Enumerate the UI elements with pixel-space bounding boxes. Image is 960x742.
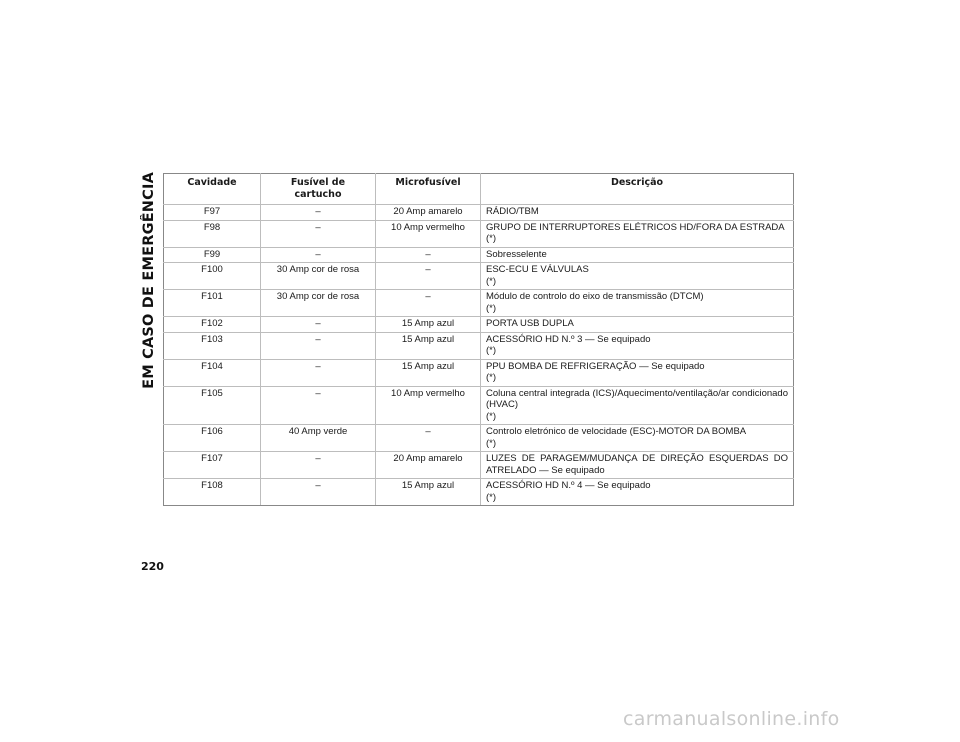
micro-fuse-cell: 20 Amp amarelo: [376, 205, 481, 221]
table-row: [164, 386, 794, 425]
description-text: ESC-ECU E VÁLVULAS: [486, 264, 589, 275]
cartridge-fuse-cell: –: [261, 359, 376, 386]
description-text: RÁDIO/TBM: [486, 206, 539, 217]
description-text: ACESSÓRIO HD N.º 3 — Se equipado: [486, 333, 651, 345]
description-cell: [481, 263, 794, 290]
description-cell: [481, 332, 794, 359]
fuse-table: [163, 173, 794, 506]
table-header-row: [164, 174, 794, 205]
table-row: [164, 205, 794, 221]
table-row: [164, 220, 794, 247]
cavity-cell: F102: [164, 317, 261, 333]
description-cell: [481, 479, 794, 506]
cartridge-fuse-cell: –: [261, 452, 376, 479]
table-row: [164, 247, 794, 263]
description-text: Sobresselente: [486, 248, 547, 260]
cavity-cell: F98: [164, 220, 261, 247]
cavity-cell: F105: [164, 386, 261, 425]
table-row: [164, 317, 794, 333]
table-row: [164, 263, 794, 290]
header-description: Descrição: [481, 174, 794, 205]
cartridge-fuse-cell: –: [261, 317, 376, 333]
description-note: (*): [486, 410, 497, 422]
micro-fuse-cell: –: [376, 263, 481, 290]
page-number: 220: [141, 560, 164, 573]
cartridge-fuse-cell: –: [261, 479, 376, 506]
micro-fuse-cell: 10 Amp vermelho: [376, 220, 481, 247]
description-cell: [481, 317, 794, 333]
micro-fuse-cell: –: [376, 290, 481, 317]
table-row: [164, 479, 794, 506]
description-cell: [481, 220, 794, 247]
cavity-cell: F100: [164, 263, 261, 290]
table-row: [164, 332, 794, 359]
description-cell: [481, 205, 794, 221]
description-text: ACESSÓRIO HD N.º 4 — Se equipado: [486, 480, 651, 491]
section-title-text: EM CASO DE EMERGÊNCIA: [141, 172, 157, 389]
description-text: LUZES DE PARAGEM/MUDANÇA DE DIREÇÃO ESQUERDAS DO ATRELADO — Se equipado: [486, 453, 788, 476]
table-row: [164, 425, 794, 452]
cartridge-fuse-cell: –: [261, 220, 376, 247]
table-body: [164, 205, 794, 506]
cartridge-fuse-cell: –: [261, 332, 376, 359]
micro-fuse-cell: 15 Amp azul: [376, 317, 481, 333]
header-cartridge-fuse: Fusível de cartucho: [261, 174, 376, 205]
section-title: [139, 172, 159, 389]
description-cell: [481, 425, 794, 452]
cartridge-fuse-cell: –: [261, 386, 376, 425]
description-note: (*): [486, 372, 497, 383]
table-row: [164, 359, 794, 386]
cavity-cell: F108: [164, 479, 261, 506]
description-cell: [481, 452, 794, 479]
description-note: (*): [486, 491, 497, 503]
description-note: (*): [486, 233, 497, 244]
micro-fuse-cell: –: [376, 425, 481, 452]
description-text: PORTA USB DUPLA: [486, 318, 574, 329]
cavity-cell: F106: [164, 425, 261, 452]
cavity-cell: F104: [164, 359, 261, 386]
description-cell: [481, 290, 794, 317]
micro-fuse-cell: 15 Amp azul: [376, 359, 481, 386]
description-cell: [481, 247, 794, 263]
description-text: Módulo de controlo do eixo de transmissão (DTCM): [486, 291, 704, 302]
description-note: (*): [486, 345, 497, 356]
description-note: (*): [486, 275, 497, 287]
cartridge-fuse-cell: 30 Amp cor de rosa: [261, 290, 376, 317]
watermark: carmanualsonline.info: [623, 708, 840, 730]
description-cell: [481, 359, 794, 386]
micro-fuse-cell: 15 Amp azul: [376, 332, 481, 359]
description-cell: [481, 386, 794, 425]
cartridge-fuse-cell: 30 Amp cor de rosa: [261, 263, 376, 290]
header-cavity: Cavidade: [164, 174, 261, 205]
description-note: (*): [486, 437, 497, 449]
micro-fuse-cell: 15 Amp azul: [376, 479, 481, 506]
micro-fuse-cell: 10 Amp vermelho: [376, 386, 481, 425]
cavity-cell: F107: [164, 452, 261, 479]
cavity-cell: F97: [164, 205, 261, 221]
description-note: (*): [486, 302, 497, 314]
description-text: Coluna central integrada (ICS)/Aquecimento/ventilação/ar condicionado (HVAC): [486, 387, 788, 410]
description-text: Controlo eletrónico de velocidade (ESC)-MOTOR DA BOMBA: [486, 426, 747, 437]
cartridge-fuse-cell: –: [261, 247, 376, 263]
cavity-cell: F99: [164, 247, 261, 263]
cartridge-fuse-cell: 40 Amp verde: [261, 425, 376, 452]
description-text: PPU BOMBA DE REFRIGERAÇÃO — Se equipado: [486, 360, 705, 372]
description-text: GRUPO DE INTERRUPTORES ELÉTRICOS HD/FORA DA ESTRADA: [486, 221, 785, 233]
micro-fuse-cell: 20 Amp amarelo: [376, 452, 481, 479]
cavity-cell: F101: [164, 290, 261, 317]
table-row: [164, 452, 794, 479]
micro-fuse-cell: –: [376, 247, 481, 263]
table-row: [164, 290, 794, 317]
header-micro-fuse: Microfusível: [376, 174, 481, 205]
cartridge-fuse-cell: –: [261, 205, 376, 221]
cavity-cell: F103: [164, 332, 261, 359]
